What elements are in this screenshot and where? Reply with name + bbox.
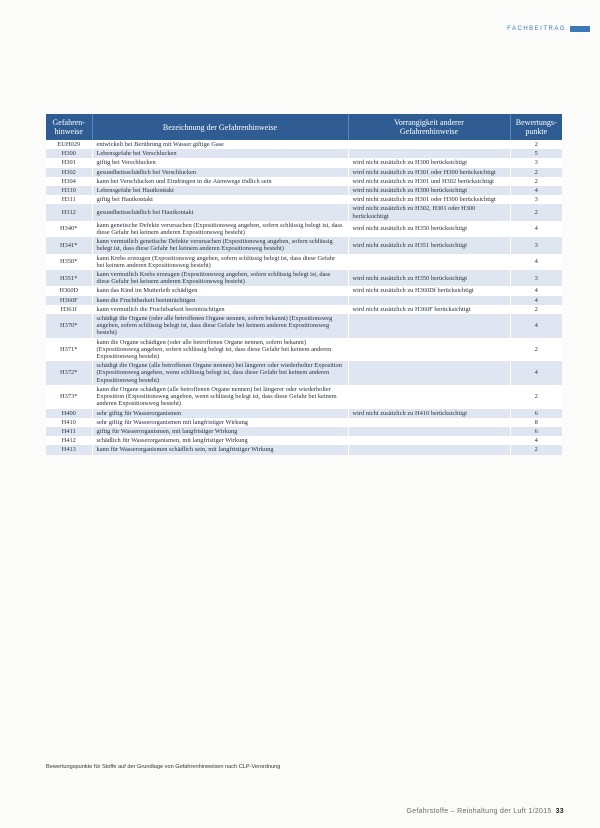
cell-code: H310 (46, 186, 92, 195)
cell-points: 4 (510, 314, 562, 338)
section-label: FACHBEITRAG (507, 26, 566, 32)
table-row (46, 168, 562, 177)
table-row (46, 385, 562, 409)
cell-prio: wird nicht zusätzlich zu H301 und H302 berücksichtigt (348, 177, 510, 186)
cell-points: 6 (510, 427, 562, 436)
table-row (46, 296, 562, 305)
table-row (46, 270, 562, 286)
table-row (46, 149, 562, 158)
table-row (46, 237, 562, 253)
cell-desc: kann die Organe schädigen (alle betroffenen Organe nennen) bei längerer oder wiederholter Exposition (Expositionsweg angeben, wenn schlüssig belegt ist, dass diese Gefahr bei keinem anderen Expositionsweg besteht) (92, 385, 348, 409)
page-number: 33 (555, 808, 564, 815)
cell-points: 4 (510, 296, 562, 305)
cell-desc: kann genetische Defekte verursachen (Expositionsweg angeben, sofern schlüssig belegt ist, dass diese Gefahr bei keinem anderen Expositionsweg besteht) (92, 221, 348, 237)
header-points: Bewertungs- punkte (510, 114, 562, 140)
cell-code: H304 (46, 177, 92, 186)
cell-desc: kann die Organe schädigen (oder alle betroffenen Organe nennen, sofern bekannt) (Expositionsweg angeben, sofern schlüssig belegt ist, dass diese Gefahr bei keinem anderen Expositionsweg besteht) (92, 338, 348, 362)
cell-code: H370* (46, 314, 92, 338)
cell-code: H300 (46, 149, 92, 158)
cell-code: H413 (46, 445, 92, 454)
cell-prio: wird nicht zusätzlich zu H301 oder H300 berücksichtigt (348, 195, 510, 204)
table-row (46, 314, 562, 338)
table-row (46, 361, 562, 385)
header-priority: Vorrangigkeit anderer Gefahrenhinweise (348, 114, 510, 140)
cell-desc: sehr giftig für Wasserorganismen (92, 409, 348, 418)
cell-points: 4 (510, 186, 562, 195)
cell-prio (348, 418, 510, 427)
cell-desc: schädigt die Organe (alle betroffenen Organe nennen) bei längerer oder wiederholter Exposition (Expositionsweg angeben, wenn schlüssig belegt ist, dass diese Gefahr bei keinem anderen Expositionsweg besteht) (92, 361, 348, 385)
cell-prio: wird nicht zusätzlich zu H351 berücksichtigt (348, 237, 510, 253)
cell-desc: kann die Fruchtbarkeit beeinträchtigen (92, 296, 348, 305)
cell-desc: Lebensgefahr bei Hautkontakt (92, 186, 348, 195)
cell-prio: wird nicht zusätzlich zu H301 oder H300 berücksichtigt (348, 168, 510, 177)
cell-points: 2 (510, 305, 562, 314)
cell-prio (348, 445, 510, 454)
cell-desc: kann Krebs erzeugen (Expositionsweg angeben, sofern schlüssig belegt ist, dass diese Gefahr bei keinem anderen Expositionsweg besteht) (92, 254, 348, 270)
cell-points: 2 (510, 445, 562, 454)
cell-code: H372* (46, 361, 92, 385)
cell-desc: schädigt die Organe (oder alle betroffenen Organe nennen, sofern bekannt) (Expositionsweg angeben, sofern schlüssig belegt ist, dass diese Gefahr bei keinem anderen Expositionsweg besteht) (92, 314, 348, 338)
cell-desc: Lebensgefahr bei Verschlucken (92, 149, 348, 158)
cell-prio: wird nicht zusätzlich zu H350 berücksichtigt (348, 221, 510, 237)
cell-code: H302 (46, 168, 92, 177)
page-header (0, 0, 600, 34)
cell-prio: wird nicht zusätzlich zu H302, H301 oder H300 berücksichtigt (348, 204, 510, 220)
cell-prio (348, 296, 510, 305)
cell-points: 3 (510, 270, 562, 286)
cell-desc: kann vermutlich genetische Defekte verursachen (Expositionsweg angeben, sofern schlüssig belegt ist, dass diese Gefahr bei keinem anderen Expositionsweg besteht) (92, 237, 348, 253)
page-footer (406, 808, 564, 815)
cell-desc: kann vermutlich die Fruchtbarkeit beeinträchtigen (92, 305, 348, 314)
table-row (46, 158, 562, 167)
cell-prio (348, 140, 510, 149)
table-row (46, 418, 562, 427)
section-color-bar (570, 26, 590, 32)
cell-prio (348, 254, 510, 270)
cell-prio: wird nicht zusätzlich zu H350 berücksichtigt (348, 270, 510, 286)
cell-points: 8 (510, 418, 562, 427)
cell-desc: giftig bei Hautkontakt (92, 195, 348, 204)
hazard-statements-table (46, 114, 562, 455)
cell-prio (348, 149, 510, 158)
journal-name: Gefahrstoffe – Reinhaltung der Luft 1/2015 (406, 808, 552, 815)
header-description: Bezeichnung der Gefahrenhinweise (92, 114, 348, 140)
cell-points: 2 (510, 168, 562, 177)
cell-points: 2 (510, 140, 562, 149)
cell-desc: giftig bei Verschlucken (92, 158, 348, 167)
cell-points: 3 (510, 195, 562, 204)
cell-prio (348, 427, 510, 436)
cell-points: 4 (510, 286, 562, 295)
cell-code: H340* (46, 221, 92, 237)
table-row (46, 204, 562, 220)
table-row (46, 221, 562, 237)
cell-prio (348, 385, 510, 409)
cell-code: H412 (46, 436, 92, 445)
cell-points: 3 (510, 158, 562, 167)
cell-points: 2 (510, 204, 562, 220)
cell-desc: entwickelt bei Berührung mit Wasser giftige Gase (92, 140, 348, 149)
cell-points: 6 (510, 409, 562, 418)
cell-code: H301 (46, 158, 92, 167)
cell-code: H411 (46, 427, 92, 436)
cell-code: H361f (46, 305, 92, 314)
cell-code: H311 (46, 195, 92, 204)
cell-prio: wird nicht zusätzlich zu H300 berücksichtigt (348, 186, 510, 195)
cell-points: 5 (510, 149, 562, 158)
cell-points: 2 (510, 385, 562, 409)
cell-points: 4 (510, 254, 562, 270)
table-row (46, 186, 562, 195)
cell-prio: wird nicht zusätzlich zu H300 berücksichtigt (348, 158, 510, 167)
cell-prio: wird nicht zusätzlich zu H410 berücksichtigt (348, 409, 510, 418)
cell-prio: wird nicht zusätzlich zu H360Df berücksichtigt (348, 286, 510, 295)
cell-prio (348, 338, 510, 362)
cell-desc: schädlich für Wasserorganismen, mit langfristiger Wirkung (92, 436, 348, 445)
cell-points: 4 (510, 221, 562, 237)
cell-code: H360F (46, 296, 92, 305)
table-body (46, 140, 562, 455)
table-row (46, 286, 562, 295)
cell-code: H312 (46, 204, 92, 220)
cell-code: H350* (46, 254, 92, 270)
table-row (46, 177, 562, 186)
cell-prio (348, 361, 510, 385)
table-row (46, 409, 562, 418)
cell-desc: kann das Kind im Mutterleib schädigen (92, 286, 348, 295)
cell-desc: sehr giftig für Wasserorganismen mit langfristiger Wirkung (92, 418, 348, 427)
cell-code: H371* (46, 338, 92, 362)
cell-desc: kann für Wasserorganismen schädlich sein, mit langfristiger Wirkung (92, 445, 348, 454)
cell-prio (348, 436, 510, 445)
cell-points: 4 (510, 361, 562, 385)
table-row (46, 305, 562, 314)
cell-code: EUH029 (46, 140, 92, 149)
cell-desc: giftig für Wasserorganismen, mit langfristiger Wirkung (92, 427, 348, 436)
cell-code: H360D (46, 286, 92, 295)
cell-desc: gesundheitsschädlich bei Hautkontakt (92, 204, 348, 220)
cell-code: H410 (46, 418, 92, 427)
cell-points: 4 (510, 436, 562, 445)
cell-code: H351* (46, 270, 92, 286)
table-row (46, 338, 562, 362)
cell-desc: gesundheitsschädlich bei Verschlucken (92, 168, 348, 177)
cell-code: H400 (46, 409, 92, 418)
table-row (46, 140, 562, 149)
cell-points: 3 (510, 237, 562, 253)
cell-code: H341* (46, 237, 92, 253)
table-header-row (46, 114, 562, 140)
header-code: Gefahren- hinweise (46, 114, 92, 140)
cell-desc: kann vermutlich Krebs erzeugen (Expositionsweg angeben, sofern schlüssig belegt ist, dass diese Gefahr bei keinem anderen Expositionsweg besteht) (92, 270, 348, 286)
cell-points: 2 (510, 177, 562, 186)
table-caption: Bewertungspunkte für Stoffe auf der Grundlage von Gefahrenhinweisen nach CLP-Verordnung (46, 764, 281, 770)
table-row (46, 445, 562, 454)
table-row (46, 436, 562, 445)
table-row (46, 195, 562, 204)
cell-code: H373* (46, 385, 92, 409)
cell-points: 2 (510, 338, 562, 362)
table-row (46, 427, 562, 436)
table-row (46, 254, 562, 270)
cell-prio (348, 314, 510, 338)
cell-desc: kann bei Verschlucken und Eindringen in die Atemwege tödlich sein (92, 177, 348, 186)
cell-prio: wird nicht zusätzlich zu H360F berücksichtigt (348, 305, 510, 314)
